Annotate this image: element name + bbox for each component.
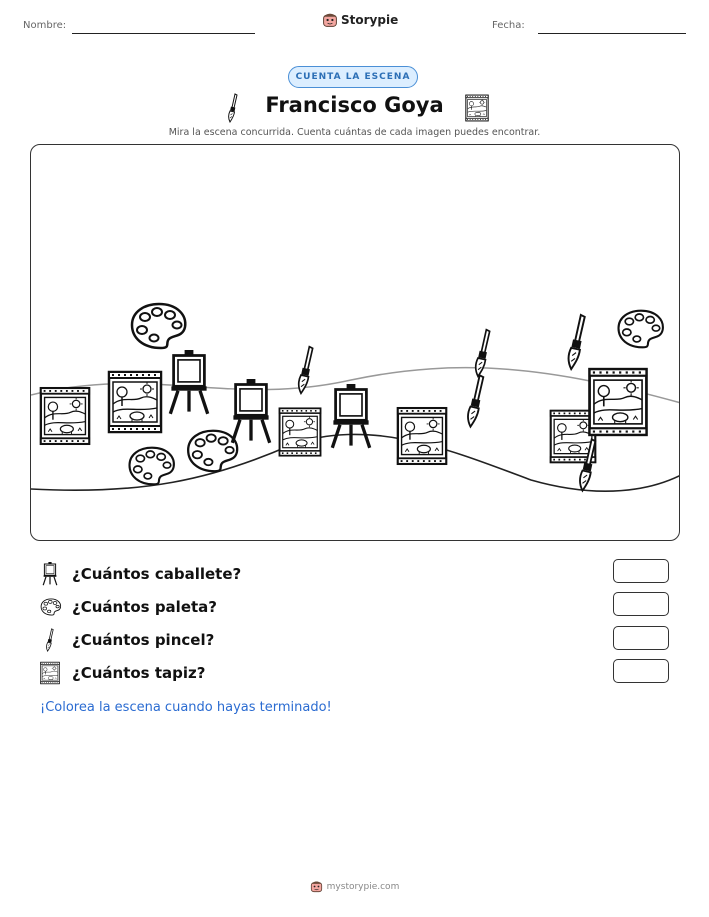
tapestry-icon <box>398 408 446 464</box>
question-row-brush <box>40 628 214 652</box>
easel-icon <box>170 350 207 414</box>
storypie-logo-icon <box>322 12 338 28</box>
name-line[interactable] <box>72 33 255 34</box>
question-text: ¿Cuántos paleta? <box>72 598 217 616</box>
scene-illustration <box>31 145 680 541</box>
storypie-logo-icon <box>310 880 323 893</box>
answer-box-brush[interactable] <box>613 626 669 650</box>
footer <box>0 880 709 893</box>
date-label: Fecha: <box>492 20 525 31</box>
activity-badge: CUENTA LA ESCENA <box>288 66 418 88</box>
brush-icon <box>40 628 60 652</box>
tapestry-icon <box>41 388 89 444</box>
tapestry-icon <box>109 372 161 432</box>
name-label: Nombre: <box>23 20 67 31</box>
question-text: ¿Cuántos tapiz? <box>72 664 206 682</box>
question-row-tapestry <box>40 661 205 685</box>
palette-icon <box>188 431 237 471</box>
answer-box-easel[interactable] <box>613 559 669 583</box>
tapestry-icon <box>280 408 321 455</box>
tapestry-icon <box>465 94 489 122</box>
brush-icon <box>476 330 490 377</box>
date-line[interactable] <box>538 33 686 34</box>
palette-icon <box>132 304 185 348</box>
question-row-easel <box>40 562 241 586</box>
footer-url[interactable]: mystorypie.com <box>326 881 400 892</box>
instructions: Mira la escena concurrida. Cuenta cuántas de cada imagen puedes encontrar. <box>168 127 541 138</box>
question-text: ¿Cuántos caballete? <box>72 565 242 583</box>
brand-logo <box>322 12 398 28</box>
palette-icon <box>40 597 62 617</box>
easel-icon <box>40 562 60 586</box>
answer-box-palette[interactable] <box>613 592 669 616</box>
question-row-palette <box>40 595 217 619</box>
palette-icon <box>619 311 663 348</box>
easel-icon <box>332 384 369 448</box>
counting-scene <box>30 144 680 541</box>
brush-icon <box>468 375 483 426</box>
palette-icon <box>130 448 174 485</box>
tapestry-icon <box>590 369 647 435</box>
easel-icon <box>232 379 269 443</box>
tapestry-icon <box>40 661 60 685</box>
brand-name: Storypie <box>341 13 399 27</box>
answer-box-tapestry[interactable] <box>613 659 669 683</box>
question-text: ¿Cuántos pincel? <box>72 631 215 649</box>
page-title: Francisco Goya <box>265 93 444 117</box>
coloring-prompt: ¡Colorea la escena cuando hayas terminado! <box>40 700 332 715</box>
brush-icon <box>569 315 585 369</box>
